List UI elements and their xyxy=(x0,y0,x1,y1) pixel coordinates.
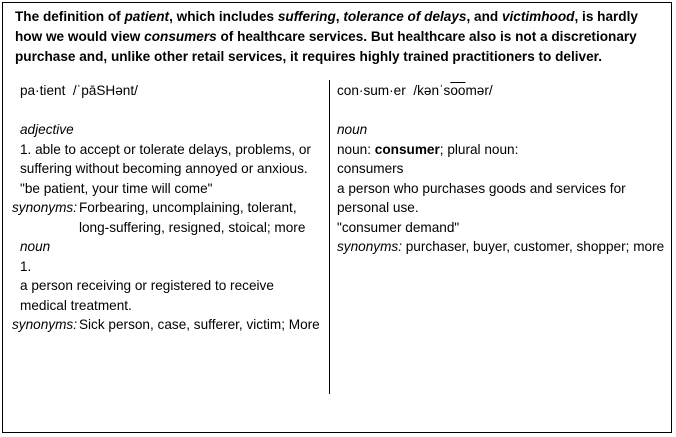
intro-text: The definition of xyxy=(15,9,125,24)
consumer-pronunciation xyxy=(413,83,492,98)
consumer-definition-text: a person who purchases goods and services for personal use. xyxy=(337,180,626,215)
intro-term-tolerance: tolerance of delays xyxy=(343,9,467,24)
synonyms-label: synonyms: xyxy=(337,239,402,254)
synonyms-label: synonyms: xyxy=(12,317,77,332)
patient-noun-pos: noun xyxy=(20,239,51,254)
consumer-pos: noun xyxy=(337,122,368,137)
patient-noun-definition: a person receiving or registered to receive medical treatment. xyxy=(20,278,274,313)
patient-definition xyxy=(12,81,322,335)
synonyms-list: purchaser, buyer, customer, shopper; more xyxy=(405,239,665,254)
intro-term-patient: patient xyxy=(124,9,170,24)
intro-text: , which includes xyxy=(169,9,278,24)
column-divider xyxy=(329,80,330,394)
intro-term-suffering: suffering xyxy=(277,9,336,24)
pronunciation-part: $\overline{oo}$ xyxy=(450,83,466,98)
consumer-headword: con·sum·er xyxy=(337,83,406,98)
noun-label: noun: xyxy=(337,141,375,157)
patient-headword-line xyxy=(12,81,322,101)
patient-pronunciation: /ˈpāSHənt/ xyxy=(72,83,138,98)
synonyms-list: Forbearing, uncomplaining, tolerant, long-suffering, resigned, stoical; more xyxy=(78,200,306,235)
pronunciation-part: /kənˈs xyxy=(413,83,451,98)
patient-adjective-synonyms xyxy=(12,198,322,237)
patient-noun-synonyms xyxy=(12,315,322,335)
intro-text: of healthcare services. But healthcare also is not a discretionary purchase and, unlike other retail services, it requires highly trained practitioners to deliver. xyxy=(15,29,637,64)
pronunciation-part: mər/ xyxy=(465,83,493,98)
synonyms-label: synonyms: xyxy=(12,200,77,215)
consumer-plural: consumers xyxy=(337,161,404,176)
intro-text: , xyxy=(335,9,344,24)
consumer-noun-line xyxy=(337,140,667,160)
intro-text: , is hardly how we would view xyxy=(15,9,638,44)
patient-adjective-definition: 1. able to accept or tolerate delays, problems, or suffering without becoming annoyed or anxious. xyxy=(20,141,311,176)
consumer-synonyms xyxy=(337,237,667,257)
consumer-headword-line xyxy=(337,81,667,101)
intro-paragraph xyxy=(15,7,665,67)
patient-noun-number: 1. xyxy=(20,258,32,274)
consumer-noun-word: consumer xyxy=(374,141,440,157)
consumer-definition xyxy=(337,81,667,257)
patient-headword: pa·tient xyxy=(20,83,66,98)
consumer-example: "consumer demand" xyxy=(337,219,460,235)
plural-label: ; plural noun: xyxy=(439,141,519,157)
intro-term-consumers: consumers xyxy=(144,29,217,44)
intro-term-victimhood: victimhood xyxy=(501,9,575,24)
patient-adjective-example: "be patient, your time will come" xyxy=(20,180,213,196)
synonyms-list: Sick person, case, sufferer, victim; More xyxy=(78,317,320,332)
patient-adjective-pos: adjective xyxy=(20,122,74,137)
intro-text: , and xyxy=(466,9,502,24)
